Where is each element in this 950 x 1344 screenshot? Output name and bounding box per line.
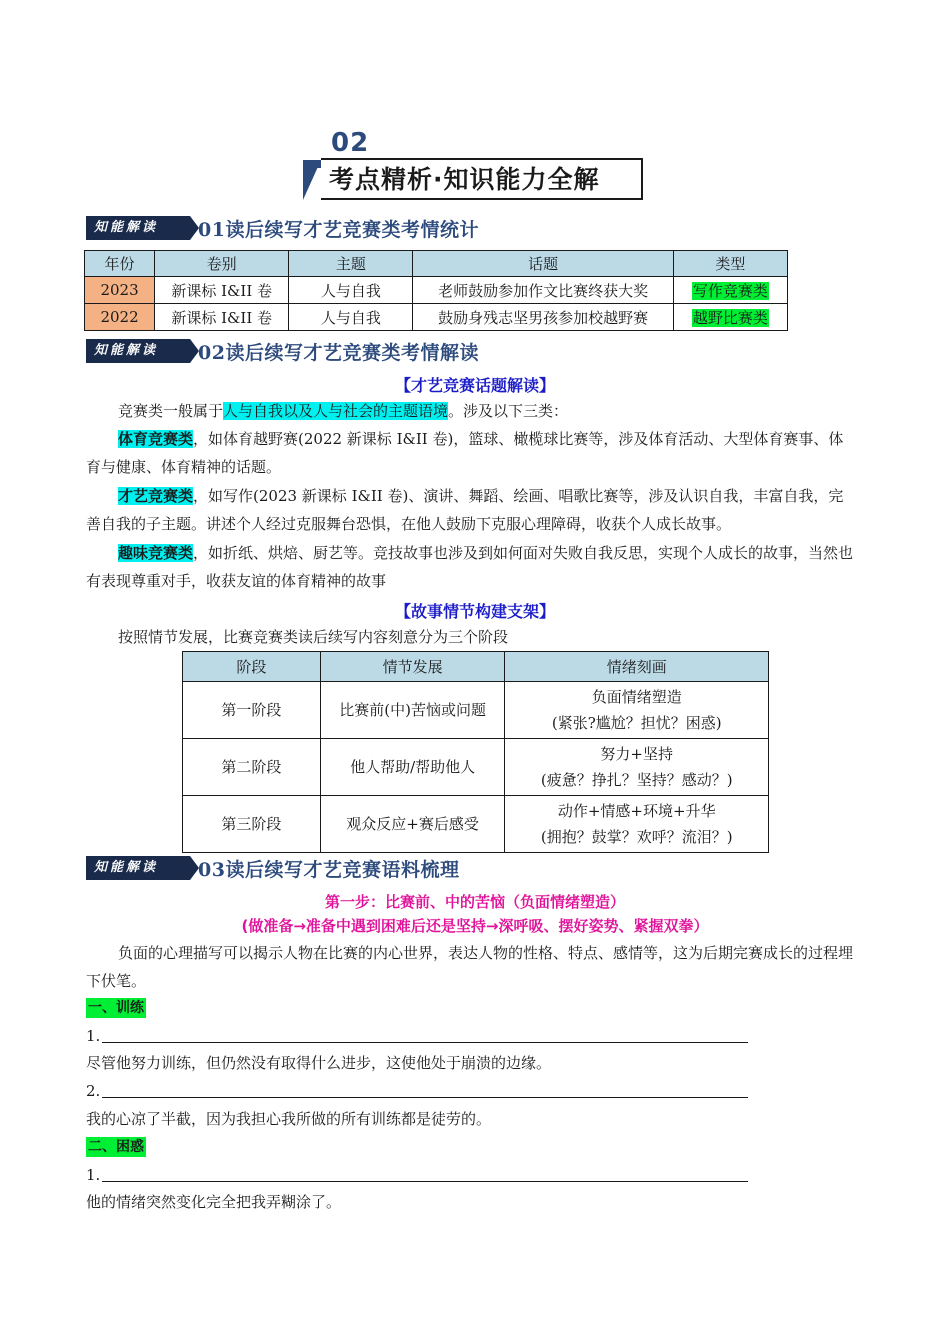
section-title-01: 01读后续写才艺竞赛类考情统计: [198, 218, 479, 241]
section-header-02: [86, 338, 479, 364]
table-cell: 新课标 I&II 卷: [155, 277, 289, 304]
section-tag: 知能解读: [86, 216, 190, 240]
topic-heading: 【才艺竞赛话题解读】: [394, 376, 555, 395]
table-cell-type: 写作竞赛类: [673, 277, 787, 304]
prompt-sentence: 我的心凉了半截，因为我担心我所做的所有训练都是徒劳的。: [86, 1110, 492, 1128]
banner-number: 02: [331, 128, 370, 158]
plot-table: [182, 651, 769, 853]
step1-intro: 负面的心理描写可以揭示人物在比赛的内心世界，表达人物的性格、特点、感情等，这为后期完赛成长的过程埋下伏笔。: [86, 944, 854, 990]
table-cell: 观众反应+赛后感受: [320, 796, 505, 853]
table-row: [85, 304, 788, 331]
table-cell: 第二阶段: [183, 739, 321, 796]
plot-heading: 【故事情节构建支架】: [394, 602, 555, 621]
table-header: 话题: [413, 251, 673, 277]
table-cell: 第三阶段: [183, 796, 321, 853]
section-tag: 知能解读: [86, 339, 190, 363]
section-tag: 知能解读: [86, 856, 190, 880]
table-cell: 新课标 I&II 卷: [155, 304, 289, 331]
section-banner: [303, 128, 643, 202]
group-label: 二、困惑: [88, 1139, 144, 1155]
table-cell-year: 2023: [85, 277, 155, 304]
category-label: 才艺竞赛类: [118, 487, 194, 505]
table-cell: 他人帮助/帮助他人: [320, 739, 505, 796]
answer-line: [102, 1097, 748, 1098]
table-row: [183, 682, 769, 739]
group-label: 一、训练: [88, 1000, 144, 1016]
stats-table: [84, 250, 788, 331]
section-title-02: 02读后续写才艺竞赛类考情解读: [198, 341, 479, 364]
answer-line: [102, 1181, 748, 1182]
table-cell: 人与自我: [289, 277, 413, 304]
banner-title: 考点精析·知识能力全解: [321, 158, 643, 200]
fill-in-line: 1.: [86, 1026, 748, 1046]
table-row: [85, 277, 788, 304]
section-header-01: [86, 215, 479, 241]
category-paragraph: 体育竞赛类，如体育越野赛(2022 新课标 I&II 卷)，篮球、橄榄球比赛等，涉及体育活动、大型体育赛事、体育与健康、体育精神的话题。: [86, 430, 844, 476]
table-cell: 人与自我: [289, 304, 413, 331]
banner-wedge: [303, 160, 321, 200]
table-cell: 鼓励身残志坚男孩参加校越野赛: [413, 304, 673, 331]
table-cell: 动作+情感+环境+升华 (拥抱？鼓掌？欢呼？流泪？): [505, 796, 769, 853]
category-label: 趣味竞赛类: [118, 544, 194, 562]
fill-in-line: 1.: [86, 1165, 748, 1185]
table-cell: 第一阶段: [183, 682, 321, 739]
prompt-sentence: 尽管他努力训练，但仍然没有取得什么进步，这使他处于崩溃的边缘。: [86, 1054, 552, 1072]
table-cell: 努力+坚持 (疲惫？挣扎？坚持？感动？): [505, 739, 769, 796]
answer-line: [102, 1042, 748, 1043]
step1-subtitle: (做准备→准备中遇到困难后还是坚持→深呼吸、摆好姿势、紧握双拳）: [241, 917, 709, 935]
table-header: 卷别: [155, 251, 289, 277]
intro-paragraph: 竞赛类一般属于人与自我以及人与社会的主题语境。涉及以下三类：: [118, 402, 569, 420]
table-header: 类型: [673, 251, 787, 277]
fill-in-line: 2.: [86, 1081, 748, 1101]
prompt-sentence: 他的情绪突然变化完全把我弄糊涂了。: [86, 1193, 342, 1211]
table-row: [183, 739, 769, 796]
table-header: 情绪刻画: [505, 652, 769, 682]
category-label: 体育竞赛类: [118, 430, 194, 448]
table-header: 主题: [289, 251, 413, 277]
table-cell-year: 2022: [85, 304, 155, 331]
section-title-03: 03读后续写才艺竞赛语料梳理: [198, 858, 460, 881]
table-header: 情节发展: [320, 652, 505, 682]
table-cell: 比赛前(中)苦恼或问题: [320, 682, 505, 739]
table-header: 年份: [85, 251, 155, 277]
step1-title: 第一步：比赛前、中的苦恼（负面情绪塑造）: [324, 893, 625, 911]
category-paragraph: 趣味竞赛类，如折纸、烘焙、厨艺等。竞技故事也涉及到如何面对失败自我反思，实现个人成长的故事，当然也有表现尊重对手，收获友谊的体育精神的故事: [86, 544, 854, 590]
category-paragraph: 才艺竞赛类，如写作(2023 新课标 I&II 卷)、演讲、舞蹈、绘画、唱歌比赛等，涉及认识自我，丰富自我，完善自我的子主题。讲述个人经过克服舞台恐惧，在他人鼓励下克服心理障碍，收获个人成长故事。: [86, 487, 844, 533]
table-header-row: [183, 652, 769, 682]
section-header-03: [86, 855, 459, 881]
table-row: [183, 796, 769, 853]
table-header-row: [85, 251, 788, 277]
table-header: 阶段: [183, 652, 321, 682]
table-cell: 负面情绪塑造 (紧张?尴尬？担忧？困惑): [505, 682, 769, 739]
intro-highlight: 人与自我以及人与社会的主题语境: [223, 402, 449, 420]
table-cell-type: 越野比赛类: [673, 304, 787, 331]
plot-intro: 按照情节发展，比赛竞赛类读后续写内容刻意分为三个阶段: [118, 628, 509, 646]
table-cell: 老师鼓励参加作文比赛终获大奖: [413, 277, 673, 304]
